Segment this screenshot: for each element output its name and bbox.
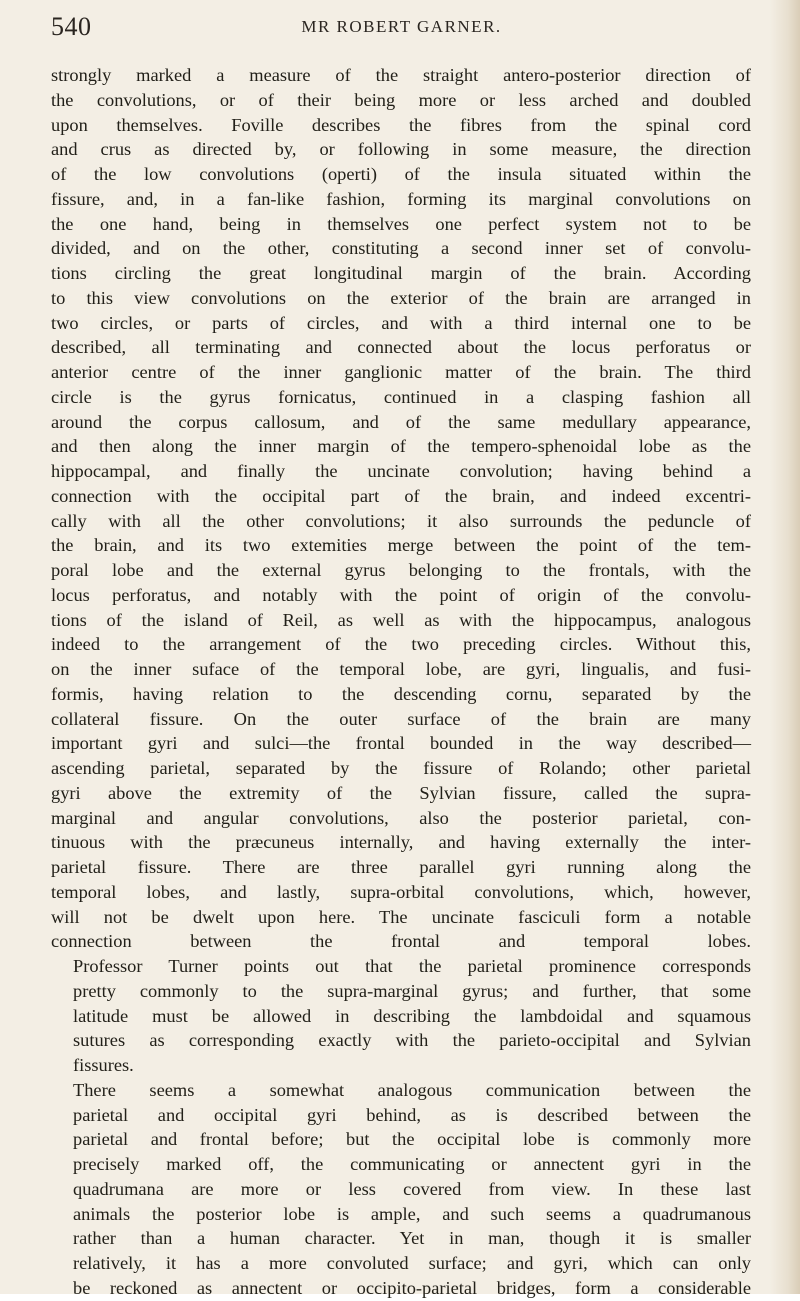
text-line: hippocampal, and finally the uncinate convolution; having behind a — [51, 461, 751, 481]
text-line: collateral fissure. On the outer surface of the brain are many — [51, 708, 751, 729]
body-text — [51, 63, 751, 1298]
text-line: quadrumana are more or less covered from view. In these last — [73, 1178, 751, 1199]
text-line: two circles, or parts of circles, and with a third internal one to be — [51, 312, 751, 333]
text-line: the brain, and its two extemities merge between the point of the tem- — [51, 535, 751, 556]
text-line: animals the posterior lobe is ample, and such seems a quadrumanous — [73, 1203, 751, 1224]
running-head: MR ROBERT GARNER. — [301, 17, 502, 36]
text-line: around the corpus callosum, and of the same medullary appearance, — [51, 411, 751, 432]
text-line: upon themselves. Foville describes the fibres from the spinal cord — [51, 114, 751, 135]
text-line: tions of the island of Reil, as well as with the hippocampus, analogous — [51, 609, 751, 630]
text-line: marginal and angular convolutions, also the posterior parietal, con- — [51, 807, 751, 828]
text-line: pretty commonly to the supra-marginal gyrus; and further, that some — [73, 980, 751, 1001]
text-line: parietal and occipital gyri behind, as is described between the — [73, 1104, 751, 1125]
text-line: tinuous with the præcuneus internally, and having externally the inter- — [51, 832, 751, 853]
text-line: precisely marked off, the communicating or annectent gyri in the — [73, 1154, 751, 1174]
text-line: fissures. — [73, 1055, 134, 1075]
text-line: will not be dwelt upon here. The uncinate fasciculi form a notable — [51, 906, 751, 927]
text-line: locus perforatus, and notably with the point of origin of the convolu- — [51, 584, 751, 605]
text-line: and then along the inner margin of the tempero-sphenoidal lobe as the — [51, 436, 751, 457]
text-line: formis, having relation to the descending cornu, separated by the — [51, 683, 751, 704]
text-line: the convolutions, or of their being more or less arched and doubled — [51, 89, 751, 110]
text-line: of the low convolutions (operti) of the insula situated within the — [51, 164, 751, 184]
text-line: connection between the frontal and temporal lobes. — [51, 931, 751, 952]
page-header — [51, 8, 752, 46]
text-line: to this view convolutions on the exterior of the brain are arranged in — [51, 287, 751, 308]
text-line: ascending parietal, separated by the fissure of Rolando; other parietal — [51, 758, 751, 778]
text-line: strongly marked a measure of the straight antero-posterior direction of — [51, 65, 751, 85]
text-line: parietal fissure. There are three parallel gyri running along the — [51, 857, 751, 877]
paragraph-1 — [51, 63, 751, 954]
text-line: rather than a human character. Yet in man, though it is smaller — [73, 1228, 751, 1249]
text-line: the one hand, being in themselves one perfect system not to be — [51, 213, 751, 234]
paragraph-3 — [51, 1078, 751, 1301]
text-line: poral lobe and the external gyrus belonging to the frontals, with the — [51, 560, 751, 580]
text-line: circle is the gyrus fornicatus, continued in a clasping fashion all — [51, 386, 751, 407]
text-line: temporal lobes, and lastly, supra-orbital convolutions, which, however, — [51, 881, 751, 902]
text-line: parietal and frontal before; but the occipital lobe is commonly more — [73, 1129, 751, 1150]
text-line: be reckoned as annectent or occipito-parietal bridges, form a considerable — [73, 1277, 751, 1298]
text-line: on the inner suface of the temporal lobe, are gyri, lingualis, and fusi- — [51, 659, 751, 679]
text-line: divided, and on the other, constituting a second inner set of convolu- — [51, 238, 751, 259]
page-number: 540 — [51, 12, 92, 41]
text-line: indeed to the arrangement of the two preceding circles. Without this, — [51, 634, 751, 655]
text-line: Professor Turner points out that the parietal prominence corresponds — [73, 956, 751, 976]
page-edge-shadow — [770, 0, 800, 1294]
text-line: important gyri and sulci—the frontal bounded in the way described— — [51, 733, 751, 754]
text-line: There seems a somewhat analogous communication between the — [73, 1079, 751, 1100]
text-line: latitude must be allowed in describing the lambdoidal and squamous — [73, 1005, 751, 1026]
text-line: fissure, and, in a fan-like fashion, forming its marginal convolutions on — [51, 188, 751, 209]
text-line: gyri above the extremity of the Sylvian fissure, called the supra- — [51, 782, 751, 803]
text-line: described, all terminating and connected about the locus perforatus or — [51, 337, 751, 358]
text-line: tions circling the great longitudinal margin of the brain. According — [51, 263, 751, 283]
text-line: sutures as corresponding exactly with the parieto-occipital and Sylvian — [73, 1030, 751, 1051]
text-line: connection with the occipital part of the brain, and indeed excentri- — [51, 485, 751, 506]
paragraph-2 — [51, 954, 751, 1078]
text-line: anterior centre of the inner ganglionic matter of the brain. The third — [51, 362, 751, 382]
text-line: and crus as directed by, or following in some measure, the direction — [51, 139, 751, 160]
text-line: cally with all the other convolutions; it also surrounds the peduncle of — [51, 510, 751, 531]
text-line: relatively, it has a more convoluted surface; and gyri, which can only — [73, 1253, 751, 1273]
